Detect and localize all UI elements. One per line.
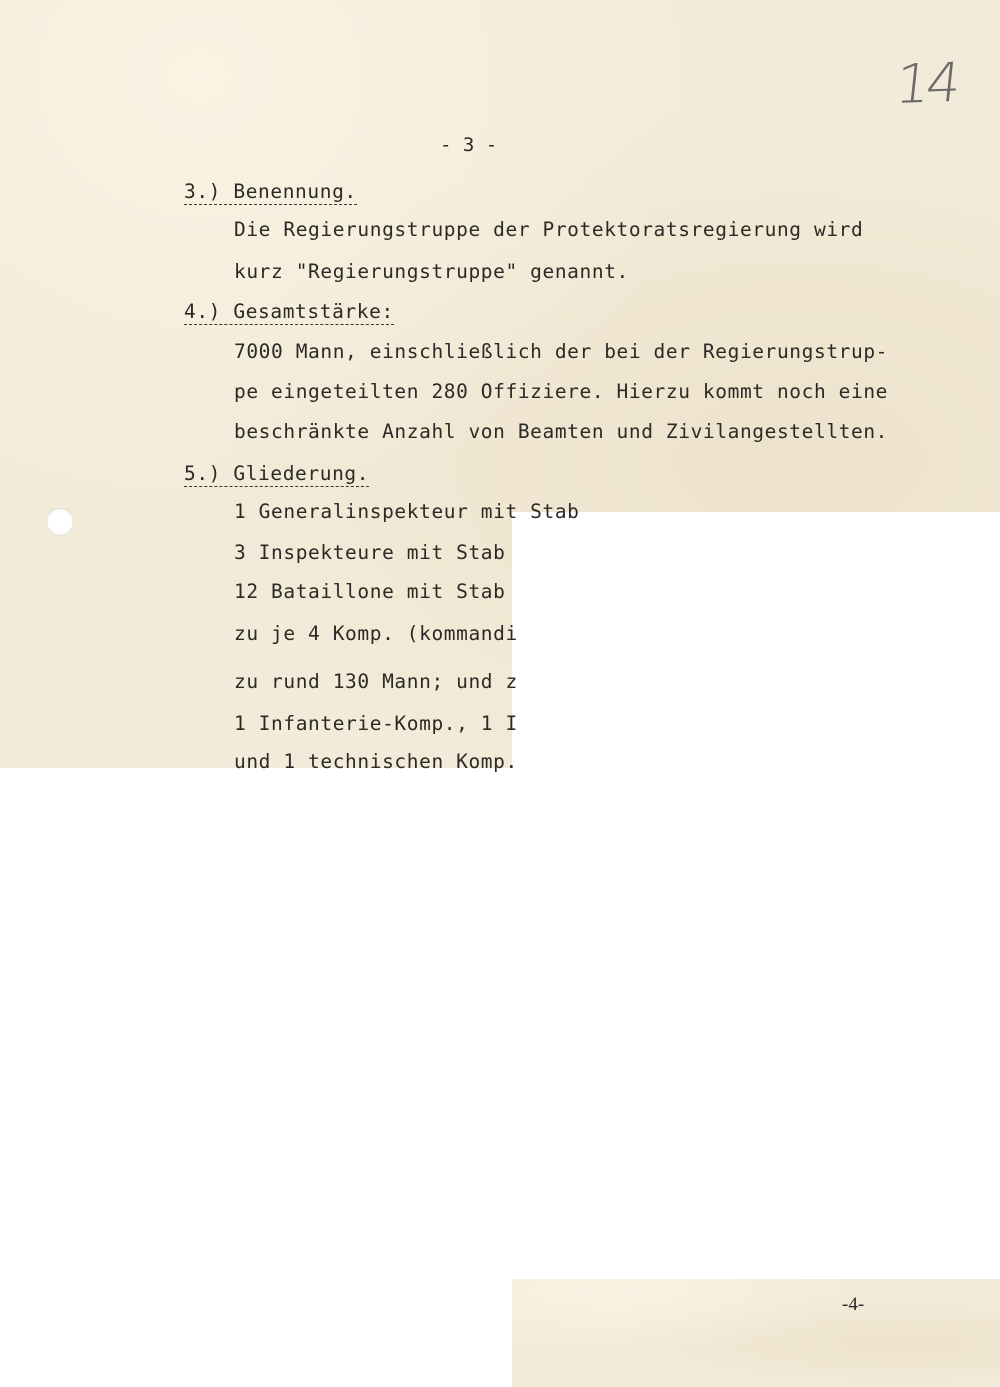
text-line: 1 Infanterie-Komp., 1 I: [234, 712, 518, 735]
section-heading: 4.) Gesamtstärke:: [184, 300, 394, 323]
missing-region: [512, 512, 1000, 768]
text-line: 3 Inspekteure mit Stab: [234, 541, 506, 564]
text-line: 12 Bataillone mit Stab: [234, 580, 506, 603]
text-line: zu je 4 Komp. (kommandi: [234, 622, 518, 645]
text-line: 7000 Mann, einschließlich der bei der Regierungstrup-: [234, 340, 889, 363]
text-line: pe eingeteilten 280 Offiziere. Hierzu kommt noch eine: [234, 380, 889, 403]
handwritten-page-number: 14: [892, 50, 961, 117]
section-heading: 3.) Benennung.: [184, 180, 357, 203]
next-page-marker: -4-: [842, 1294, 865, 1315]
text-line: Die Regierungstruppe der Protektoratsregierung wird: [234, 218, 864, 241]
text-line: 1 Generalinspekteur mit Stab: [234, 500, 580, 523]
text-line: zu rund 130 Mann; und z: [234, 670, 518, 693]
text-line: beschränkte Anzahl von Beamten und Zivilangestellten.: [234, 420, 889, 443]
document-page-fragment: [512, 1279, 1000, 1387]
page-number: - 3 -: [440, 134, 498, 156]
text-line: und 1 technischen Komp.: [234, 750, 518, 773]
section-heading: 5.) Gliederung.: [184, 462, 370, 485]
text-line: kurz "Regierungstruppe" genannt.: [234, 260, 629, 283]
